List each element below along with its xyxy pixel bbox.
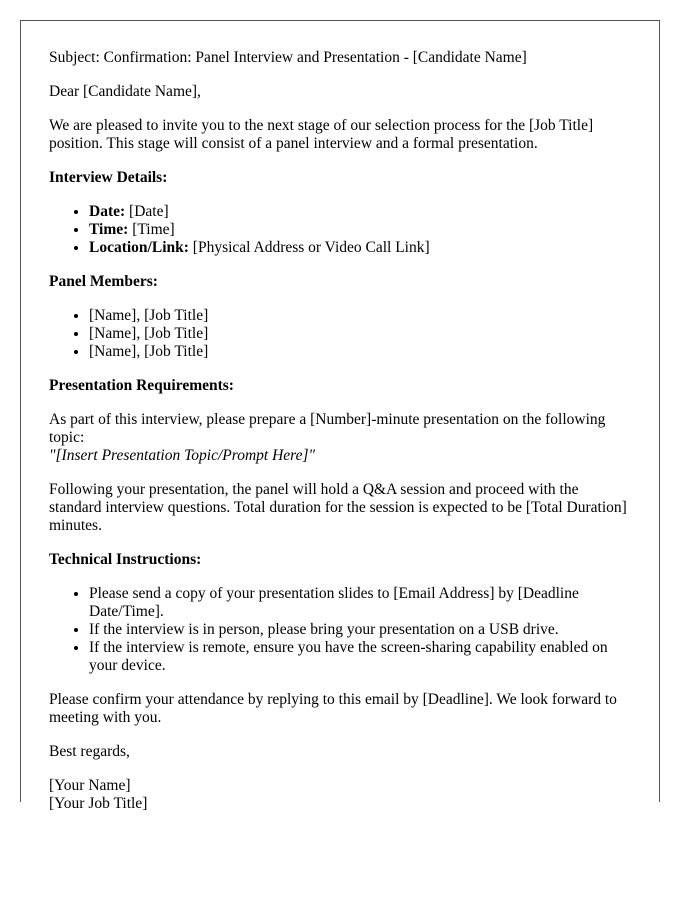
detail-label: Time: (89, 221, 129, 238)
presentation-paragraph (49, 411, 633, 465)
list-item (89, 239, 633, 257)
technical-heading: Technical Instructions: (49, 551, 202, 568)
detail-value: [Date] (125, 203, 169, 220)
letter-content (49, 49, 633, 829)
interview-details-heading: Interview Details: (49, 169, 168, 186)
list-item: • [Name], [Job Title] (89, 307, 633, 325)
list-item: • [Name], [Job Title] (89, 325, 633, 343)
signoff: Best regards, (49, 743, 130, 760)
closing-paragraph: Please confirm your attendance by replying to this email by [Deadline]. We look forward to meeting with you. (49, 691, 617, 726)
presentation-topic: "[Insert Presentation Topic/Prompt Here]" (49, 447, 316, 464)
detail-value: [Time] (128, 221, 175, 238)
detail-label: Date: (89, 203, 126, 220)
list-item (89, 203, 633, 221)
signature-name: [Your Name] (49, 777, 131, 794)
list-item: • If the interview is in person, please bring your presentation on a USB drive. (89, 621, 633, 639)
email-intro: We are pleased to invite you to the next stage of our selection process for the [Job Title] position. This stage will consist of a panel interview and a formal presentation. (49, 117, 594, 152)
list-item: • If the interview is remote, ensure you have the screen-sharing capability enabled on your device. (89, 639, 633, 675)
technical-list (49, 585, 633, 675)
signature-title: [Your Job Title] (49, 795, 148, 812)
presentation-heading: Presentation Requirements: (49, 377, 234, 394)
letter-page (20, 20, 660, 812)
list-item (89, 221, 633, 239)
email-subject: Subject: Confirmation: Panel Interview and Presentation - [Candidate Name] (49, 49, 527, 66)
presentation-followup: Following your presentation, the panel will hold a Q&A session and proceed with the standard interview questions. Total duration for the session is expected to be [Total Duration] minutes. (49, 481, 627, 534)
detail-label: Location/Link: (89, 239, 189, 256)
detail-value: [Physical Address or Video Call Link] (188, 239, 430, 256)
list-item: • [Name], [Job Title] (89, 343, 633, 361)
email-greeting: Dear [Candidate Name], (49, 83, 201, 100)
signature (49, 777, 633, 813)
panel-members-heading: Panel Members: (49, 273, 158, 290)
panel-members-list (49, 307, 633, 361)
interview-details-list (49, 203, 633, 257)
list-item: • Please send a copy of your presentation slides to [Email Address] by [Deadline Date/Time]. (89, 585, 633, 621)
presentation-text: As part of this interview, please prepare a [Number]-minute presentation on the following topic: (49, 411, 606, 446)
